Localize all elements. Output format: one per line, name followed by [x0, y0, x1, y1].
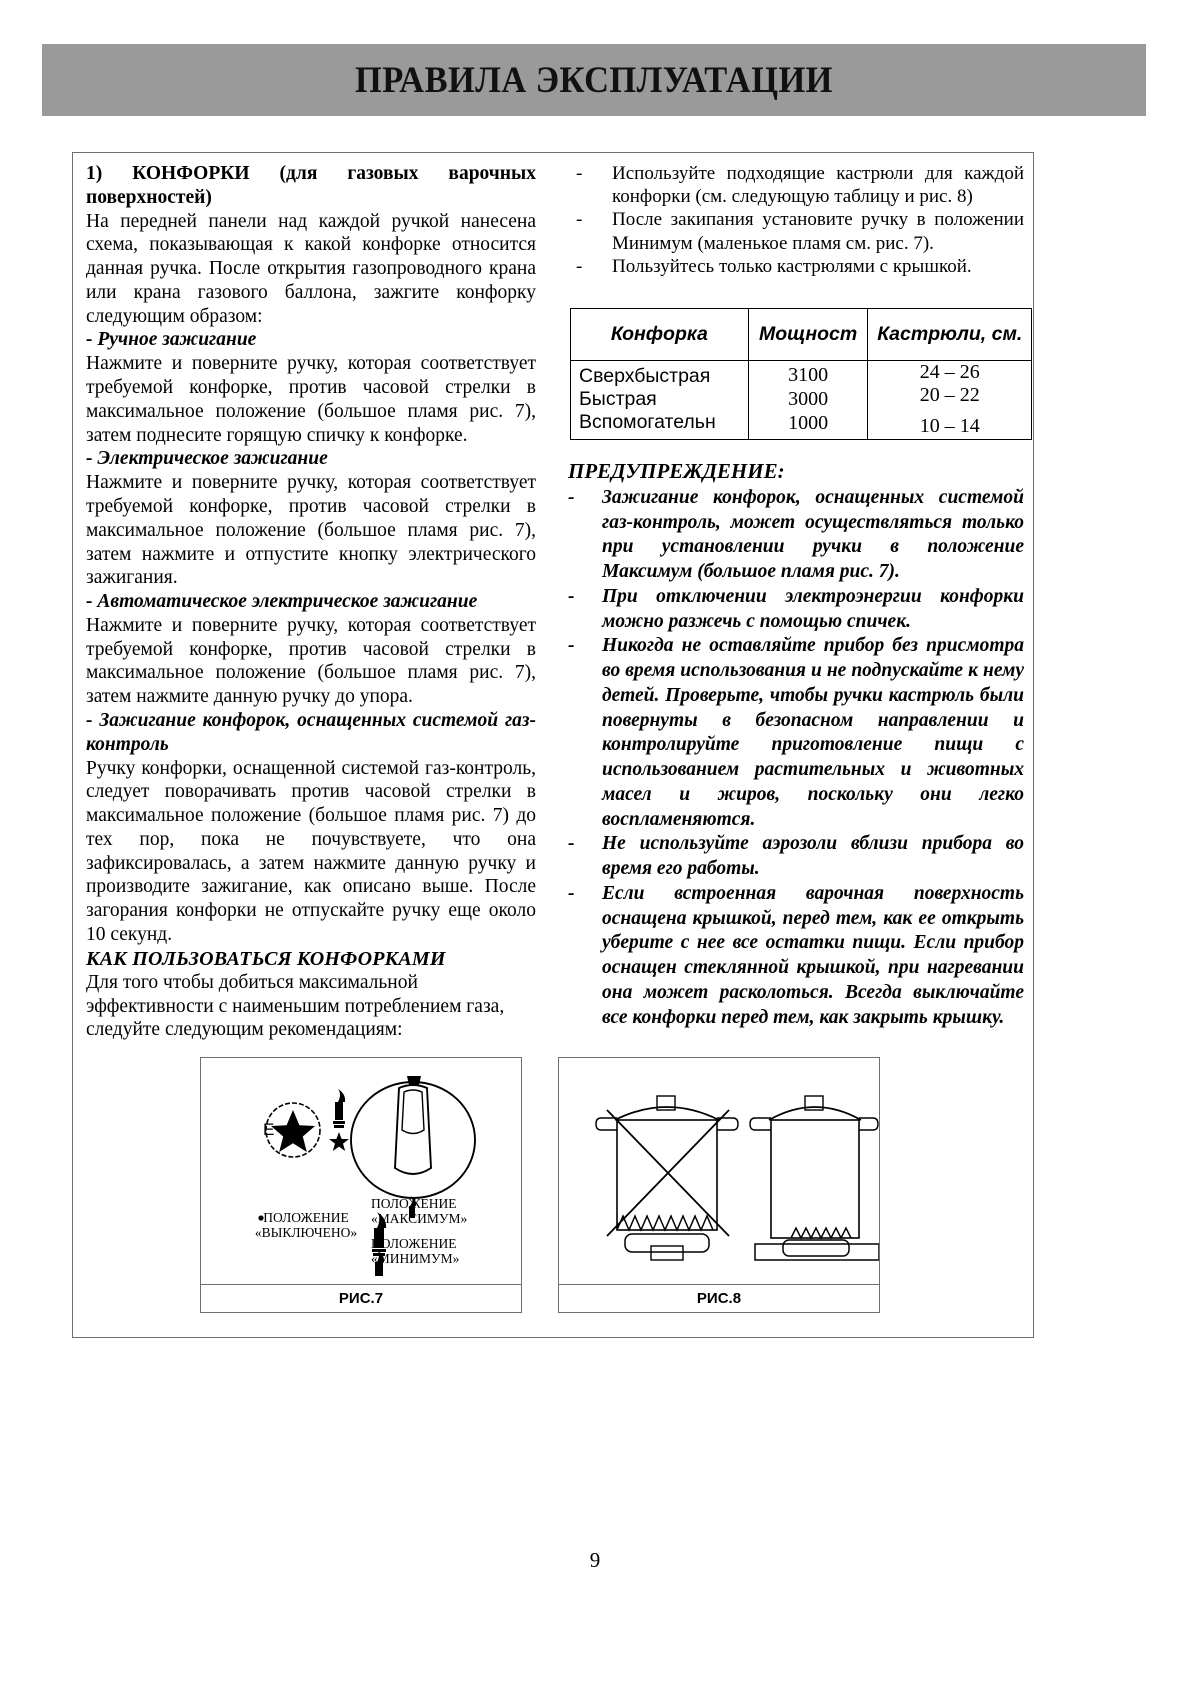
right-column — [564, 158, 1028, 1042]
burner-power: 3000 — [788, 387, 829, 410]
burner-name: Вспомогательн — [579, 411, 716, 434]
bullet-dash: - — [576, 209, 583, 231]
warning-item — [568, 585, 1024, 635]
electric-ignition-letter: E — [263, 1120, 275, 1139]
cell-burner-names — [571, 360, 749, 439]
warning-item — [568, 634, 1024, 832]
label-position-minimum — [371, 1236, 511, 1266]
pan-size: 20 – 22 — [919, 384, 980, 407]
pan-size-diagram — [559, 1058, 879, 1284]
figure-8-caption: РИС.8 — [558, 1285, 880, 1313]
list-item — [568, 162, 1024, 208]
label-max-line2: «МАКСИМУМ» — [371, 1211, 468, 1227]
page-header-band — [42, 44, 1146, 116]
column-header-pans: Кастрюли, см. — [868, 308, 1032, 360]
label-off-line1: ПОЛОЖЕНИЕ — [263, 1210, 349, 1225]
table-header-row — [571, 308, 1032, 360]
content-columns — [78, 158, 1028, 1042]
figure-8 — [544, 1057, 880, 1313]
warning-text: Если встроенная варочная поверхность оснащена крышкой, перед тем, как ее открыть уберите с нее все остатки пищи. Если прибор оснащен стеклянной крышкой, при нагревании она может расколоться. Всегда выключайте все конфорки перед тем, как закрыть крышку. — [602, 882, 1024, 1028]
star-icon — [271, 1110, 315, 1152]
warning-text: Никогда не оставляйте прибор без присмотра во время использования и не подпускайте к нему детей. Проверьте, чтобы ручки кастрюль были повернуты в безопасном направлении и контролируйте приготовление пищи с использованием растительных и животных масел и жиров, поскольку они легко воспламеняются. — [602, 635, 1024, 830]
bullet-dash: - — [568, 585, 575, 607]
warning-text: Зажигание конфорок, оснащенных системой газ-контроль, может осуществляться только при установлении ручки в положение Максимум (большое пламя рис. 7). — [602, 486, 1024, 583]
pan-size: 10 – 14 — [919, 415, 980, 438]
burner-power: 1000 — [788, 411, 829, 434]
figures-row — [78, 1057, 1028, 1313]
subheading-electric-ignition: - Электрическое зажигание — [86, 448, 328, 470]
bullet-dash: - — [568, 833, 575, 855]
warning-item — [568, 486, 1024, 585]
bullet-text: Пользуйтесь только кастрюлями с крышкой. — [612, 255, 972, 277]
auto-electric-ignition-text: Нажмите и поверните ручку, которая соответствует требуемой конфорке, против часовой стрелки в максимальное положение (большое пламя рис. 7), затем нажмите данную ручку до упора. — [86, 614, 536, 708]
list-item — [568, 208, 1024, 254]
section-title-how-to-use: КАК ПОЛЬЗОВАТЬСЯ КОНФОРКАМИ — [86, 947, 446, 970]
cell-power-values — [748, 360, 868, 439]
subheading-auto-electric-ignition: - Автоматическое электрическое зажигание — [86, 591, 478, 613]
bullet-text: Используйте подходящие кастрюли для каждой конфорки (см. следующую таблицу и рис. 8) — [612, 163, 1024, 208]
table-row — [571, 360, 1032, 439]
burner-power: 3100 — [788, 364, 829, 387]
figure-7 — [78, 1057, 522, 1313]
subheading-manual-ignition: - Ручное зажигание — [86, 329, 257, 351]
burner-name: Быстрая — [579, 388, 657, 411]
column-header-power: Мощност — [748, 308, 868, 360]
warning-text: При отключении электроэнергии конфорки можно разжечь с помощью спичек. — [602, 585, 1024, 632]
figure-7-caption: РИС.7 — [200, 1285, 522, 1313]
manual-ignition-text: Нажмите и поверните ручку, которая соответствует требуемой конфорке, против часовой стрелки в максимальное положение (большое пламя рис. 7), затем поднесите горящую спичку к конфорке. — [86, 353, 536, 446]
list-item — [568, 255, 1024, 278]
burner-name: Сверхбыстрая — [579, 365, 711, 388]
column-header-burner: Конфорка — [571, 308, 749, 360]
left-column — [78, 158, 542, 1042]
label-off-line2: «ВЫКЛЮЧЕНО» — [254, 1225, 358, 1241]
section-title-burners: 1) КОНФОРКИ (для газовых варочных поверхностей) — [86, 163, 536, 208]
how-to-use-text: Для того чтобы добиться максимальной эффективности с наименьшим потреблением газа, следуйте следующим рекомендациям: — [86, 971, 505, 1041]
max-flame-icon — [333, 1089, 345, 1128]
subheading-gas-control-ignition: - Зажигание конфорок, оснащенных системой газ-контроль — [86, 709, 536, 755]
knob-index-mark — [407, 1076, 421, 1085]
label-max-line1: ПОЛОЖЕНИЕ — [371, 1196, 457, 1211]
pan-size: 24 – 26 — [919, 360, 980, 383]
warning-heading: ПРЕДУПРЕЖДЕНИЕ: — [568, 458, 785, 483]
page-title: ПРАВИЛА ЭКСПЛУАТАЦИИ — [355, 59, 833, 101]
label-min-line1: ПОЛОЖЕНИЕ — [371, 1236, 457, 1251]
bullet-dash: - — [568, 635, 575, 657]
label-position-maximum — [371, 1196, 511, 1226]
warning-item — [568, 882, 1024, 1031]
bullet-dash: - — [568, 486, 575, 508]
warning-item — [568, 832, 1024, 882]
star-small-icon — [329, 1132, 349, 1151]
gas-control-ignition-text: Ручку конфорки, оснащенной системой газ-контроль, следует поворачивать против часовой стрелки в максимальное положение (большое пламя рис. 7) до тех пор, пока не почувствуете, что она зафиксировалась, а затем нажмите данную ручку и производите зажигание, как описано выше. После загорания конфорки не отпускайте ручку еще около 10 секунд. — [86, 757, 536, 945]
warning-text: Не используйте аэрозоли вблизи прибора во время его работы. — [602, 833, 1024, 880]
cell-pan-sizes — [868, 360, 1032, 439]
correct-pan-illustration — [750, 1096, 879, 1260]
burners-intro-paragraph: На передней панели над каждой ручкой нанесена схема, показывающая к какой конфорке относится данная ручка. После открытия газопроводного крана или крана газового баллона, зажгите конфорку следующим образом: — [86, 210, 536, 327]
page-number: 9 — [589, 1548, 601, 1572]
electric-ignition-text: Нажмите и поверните ручку, которая соответствует требуемой конфорке, против часовой стрелки в максимальное положение (большое пламя рис. 7), затем нажмите и отпустите кнопку электрического зажигания. — [86, 472, 536, 589]
incorrect-pan-illustration — [596, 1096, 738, 1260]
bullet-dash: - — [568, 882, 575, 904]
burner-specification-table — [570, 308, 1032, 440]
figure-8-drawing — [558, 1057, 880, 1285]
bullet-dash: - — [576, 255, 583, 277]
bullet-text: После закипания установите ручку в положении Минимум (маленькое пламя см. рис. 7). — [612, 209, 1024, 254]
label-min-line2: «МИНИМУМ» — [371, 1251, 460, 1267]
bullet-dash: - — [576, 163, 583, 184]
knob-pointer — [395, 1085, 431, 1174]
figure-7-drawing — [200, 1057, 522, 1285]
label-position-off — [241, 1210, 371, 1240]
